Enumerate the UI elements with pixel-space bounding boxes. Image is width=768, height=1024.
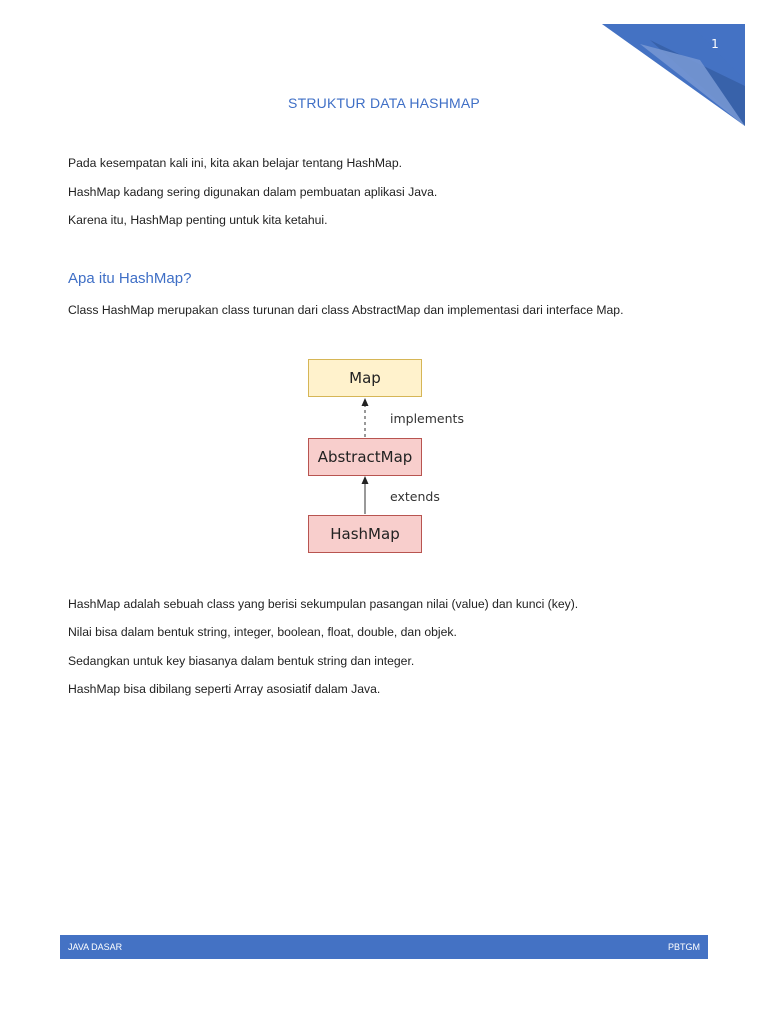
implements-arrow-head (362, 398, 369, 406)
intro-line-2: HashMap kadang sering digunakan dalam pembuatan aplikasi Java. (68, 185, 438, 199)
diagram-node-map: Map (308, 359, 422, 397)
page-footer (60, 935, 708, 959)
diagram-node-abstractmap: AbstractMap (308, 438, 422, 476)
corner-decoration (0, 0, 768, 140)
section-heading: Apa itu HashMap? (68, 270, 192, 287)
diagram-node-hashmap: HashMap (308, 515, 422, 553)
page-title: STRUKTUR DATA HASHMAP (288, 95, 480, 111)
page-number: 1 (711, 37, 719, 51)
detail-line-3: Sedangkan untuk key biasanya dalam bentuk string dan integer. (68, 654, 415, 668)
footer-left-text: JAVA DASAR (68, 942, 123, 952)
detail-line-2: Nilai bisa dalam bentuk string, integer, boolean, float, double, dan objek. (68, 625, 457, 639)
intro-line-3: Karena itu, HashMap penting untuk kita ketahui. (68, 213, 328, 227)
footer-right-text: PBTGM (667, 942, 700, 952)
intro-line-1: Pada kesempatan kali ini, kita akan belajar tentang HashMap. (68, 156, 403, 170)
relation-label-extends: extends (390, 489, 440, 504)
extends-arrow-head (362, 476, 369, 484)
detail-line-4: HashMap bisa dibilang seperti Array asosiatif dalam Java. (68, 682, 381, 696)
detail-line-1: HashMap adalah sebuah class yang berisi sekumpulan pasangan nilai (value) dan kunci (key). (68, 597, 579, 611)
section-description: Class HashMap merupakan class turunan dari class AbstractMap dan implementasi dari interface Map. (68, 303, 624, 317)
relation-label-implements: implements (390, 411, 464, 426)
